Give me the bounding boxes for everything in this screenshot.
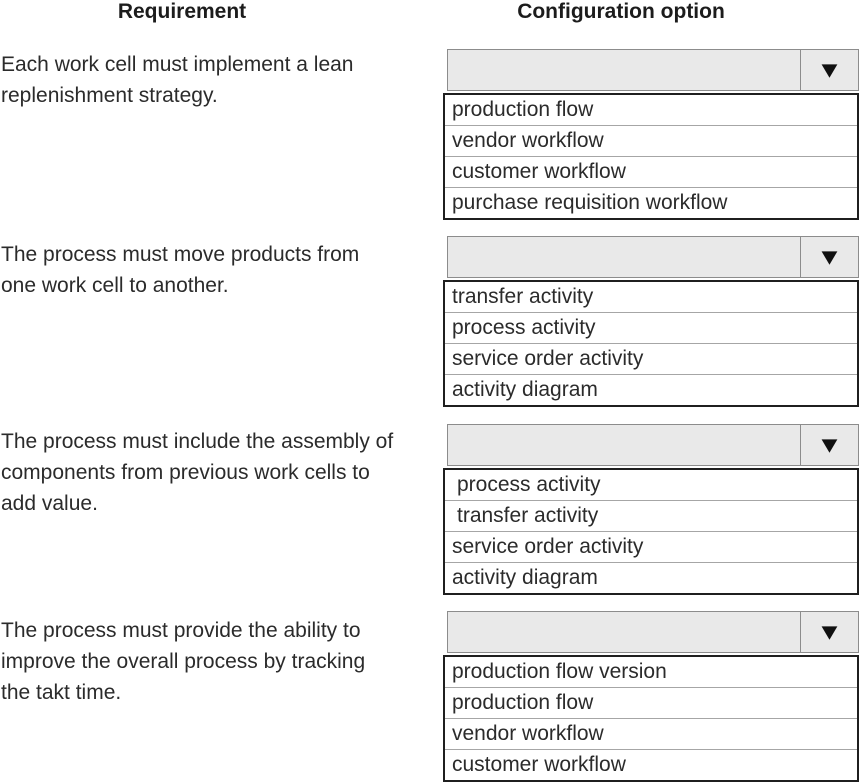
dropdown-option[interactable]: purchase requisition workflow	[445, 187, 857, 218]
dropdown-option[interactable]: service order activity	[445, 531, 857, 562]
chevron-down-icon: ▼	[816, 243, 843, 270]
requirement-line: improve the overall process by tracking	[1, 650, 366, 673]
chevron-down-icon: ▼	[816, 618, 843, 645]
dropdown-select-2[interactable]	[447, 236, 859, 278]
question-row-1	[0, 49, 861, 221]
dropdown-group-3	[443, 424, 859, 595]
dropdown-options-list-2	[443, 280, 859, 407]
dropdown-arrow-button[interactable]	[800, 50, 858, 90]
requirement-line: The process must provide the ability to	[1, 619, 361, 642]
dropdown-option[interactable]: transfer activity	[452, 285, 594, 308]
requirement-text-2	[1, 239, 441, 301]
question-row-2	[0, 236, 861, 408]
configuration-column-header: Configuration option	[517, 0, 725, 23]
dropdown-option[interactable]: service order activity	[445, 343, 857, 374]
requirement-line: the takt time.	[1, 681, 122, 704]
dropdown-option[interactable]: production flow	[452, 98, 594, 121]
requirement-line: replenishment strategy.	[1, 84, 218, 107]
question-row-3	[0, 424, 861, 596]
dropdown-select-4[interactable]	[447, 611, 859, 653]
dropdown-option[interactable]: process activity	[457, 473, 601, 496]
chevron-down-icon: ▼	[816, 431, 843, 458]
dropdown-option[interactable]: production flow	[445, 687, 857, 718]
requirement-line: add value.	[1, 492, 98, 515]
dropdown-options-list-3	[443, 468, 859, 595]
dropdown-option[interactable]: process activity	[445, 312, 857, 343]
dropdown-arrow-button[interactable]	[800, 237, 858, 277]
dropdown-selected-value	[456, 425, 798, 465]
dropdown-arrow-button[interactable]	[800, 425, 858, 465]
dropdown-option[interactable]: vendor workflow	[445, 125, 857, 156]
requirement-text-3	[1, 426, 441, 519]
dropdown-option[interactable]: activity diagram	[445, 562, 857, 593]
requirement-text-1	[1, 49, 441, 111]
dropdown-option[interactable]: customer workflow	[445, 749, 857, 780]
requirement-line: The process must move products from	[1, 243, 360, 266]
dropdown-options-list-4	[443, 655, 859, 782]
dropdown-arrow-button[interactable]	[800, 612, 858, 652]
dropdown-selected-value	[456, 612, 798, 652]
dropdown-group-2	[443, 236, 859, 407]
dropdown-option[interactable]: production flow version	[452, 660, 667, 683]
requirement-line: components from previous work cells to	[1, 461, 370, 484]
dropdown-select-1[interactable]	[447, 49, 859, 91]
chevron-down-icon: ▼	[816, 56, 843, 83]
dropdown-selected-value	[456, 50, 798, 90]
requirement-line: The process must include the assembly of	[1, 430, 394, 453]
dropdown-option[interactable]: customer workflow	[445, 156, 857, 187]
requirement-line: one work cell to another.	[1, 274, 229, 297]
dropdown-option[interactable]: vendor workflow	[445, 718, 857, 749]
dropdown-options-list-1	[443, 93, 859, 220]
requirement-line: Each work cell must implement a lean	[1, 53, 354, 76]
dropdown-option[interactable]: activity diagram	[445, 374, 857, 405]
requirement-column-header: Requirement	[117, 0, 247, 23]
dropdown-option[interactable]: transfer activity	[445, 500, 857, 531]
dropdown-group-1	[443, 49, 859, 220]
dropdown-group-4	[443, 611, 859, 782]
dropdown-selected-value	[456, 237, 798, 277]
requirement-text-4	[1, 615, 441, 708]
question-row-4	[0, 611, 861, 782]
dropdown-select-3[interactable]	[447, 424, 859, 466]
